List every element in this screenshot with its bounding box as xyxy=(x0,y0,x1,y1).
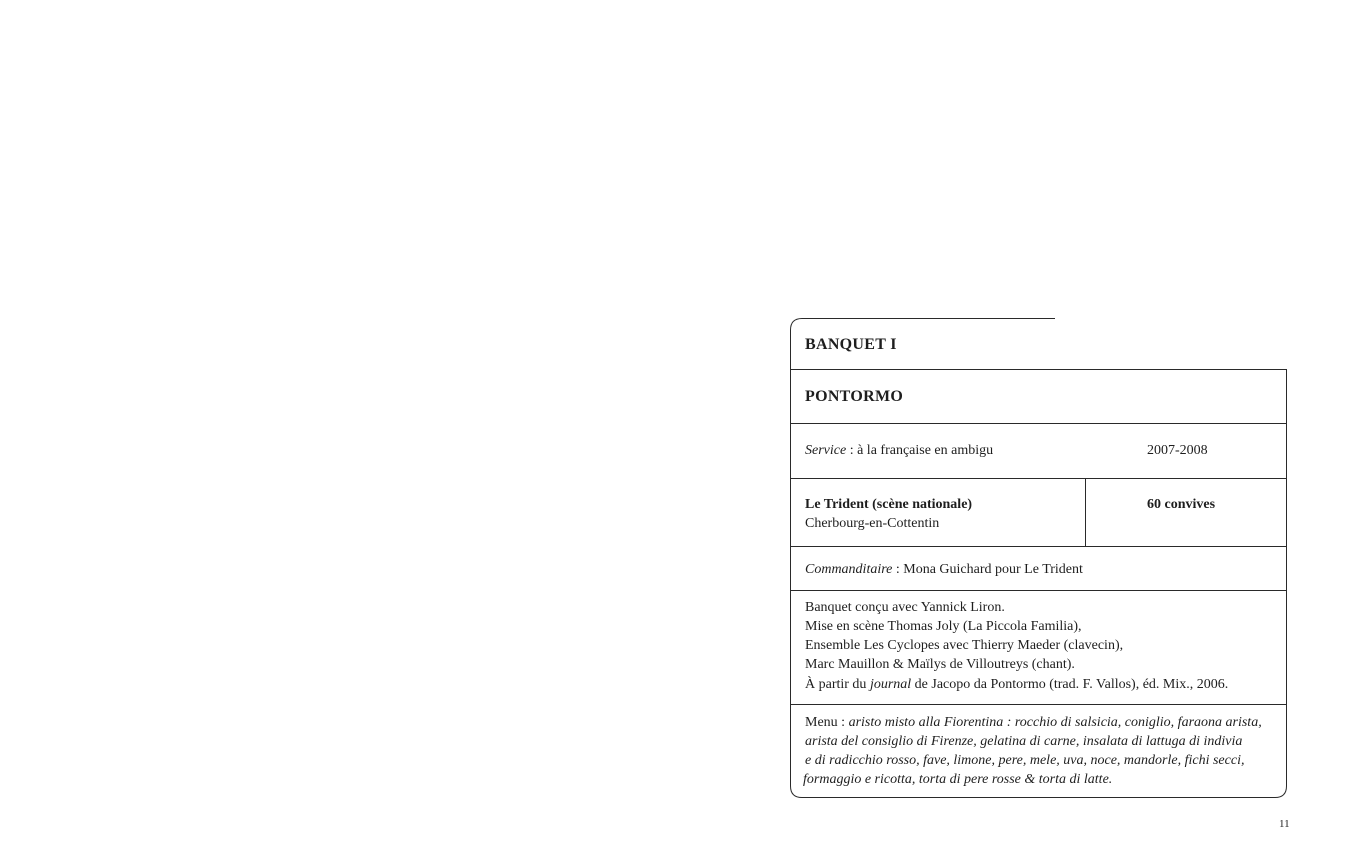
divider xyxy=(790,369,1287,370)
service-years: 2007-2008 xyxy=(1147,443,1208,458)
menu-label: Menu : xyxy=(805,715,849,730)
credits-line-5-end: de Jacopo da Pontormo (trad. F. Vallos), éd. Mix., 2006. xyxy=(911,677,1229,692)
banquet-card xyxy=(790,318,1287,798)
page-number: 11 xyxy=(1279,818,1290,830)
divider xyxy=(790,590,1287,591)
menu-line-4: formaggio e ricotta, torta di pere rosse & torta di latte. xyxy=(803,772,1113,787)
guest-count: 60 convives xyxy=(1147,497,1216,512)
menu-text-1: aristo misto alla Fiorentina : rocchio di salsicia, coniglio, faraona arista, xyxy=(848,715,1262,730)
credits-journal-title: journal xyxy=(869,677,912,692)
sponsor-line xyxy=(805,560,1083,579)
menu-line-2: arista del consiglio di Firenze, gelatina di carne, insalata di lattuga di indivia xyxy=(805,734,1243,749)
venue-city: Cherbourg-en-Cottentin xyxy=(805,516,940,531)
sponsor-separator: : xyxy=(892,562,904,577)
sponsor-label: Commanditaire xyxy=(805,562,893,577)
divider xyxy=(790,423,1287,424)
divider xyxy=(790,546,1287,547)
column-divider xyxy=(1085,478,1086,546)
service-value: à la française en ambigu xyxy=(857,443,994,458)
service-separator: : xyxy=(846,443,858,458)
credits-line-2: Mise en scène Thomas Joly (La Piccola Familia), xyxy=(805,619,1082,634)
divider xyxy=(790,478,1287,479)
banquet-name: PONTORMO xyxy=(805,388,904,405)
service-line xyxy=(805,441,993,460)
banquet-heading: BANQUET I xyxy=(805,336,897,353)
menu-line-3: e di radicchio rosso, fave, limone, pere, mele, uva, noce, mandorle, fichi secci, xyxy=(805,753,1245,768)
credits-line-4: Marc Mauillon & Maïlys de Villoutreys (chant). xyxy=(805,657,1075,672)
divider xyxy=(790,704,1287,705)
credits-line-3: Ensemble Les Cyclopes avec Thierry Maeder (clavecin), xyxy=(805,638,1124,653)
credits-line-1: Banquet conçu avec Yannick Liron. xyxy=(805,600,1005,615)
service-label: Service xyxy=(805,443,847,458)
credits-line-5 xyxy=(805,675,1228,694)
sponsor-value: Mona Guichard pour Le Trident xyxy=(903,562,1083,577)
credits-line-5-start: À partir du xyxy=(805,677,870,692)
menu-line-1 xyxy=(805,713,1262,732)
venue-name: Le Trident (scène nationale) xyxy=(805,497,973,512)
